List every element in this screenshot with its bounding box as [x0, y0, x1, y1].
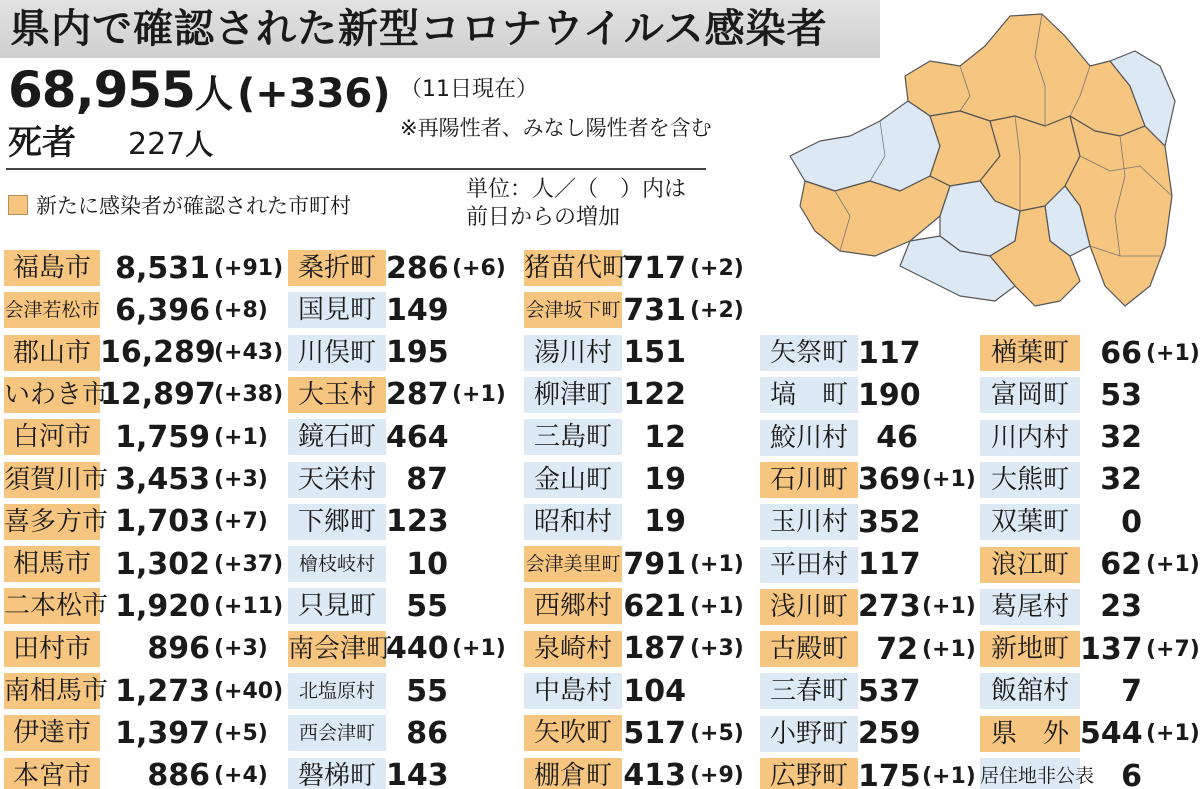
table-row: [980, 758, 1200, 789]
case-count: 3,453: [115, 462, 210, 497]
case-increase: (+6): [452, 255, 506, 281]
case-increase: (+1): [452, 636, 506, 662]
case-count: 6: [1121, 758, 1142, 789]
municipality-name: 只見町: [288, 588, 386, 624]
municipality-name: 田村市: [4, 631, 100, 667]
municipality-name: 川内村: [980, 420, 1080, 456]
municipality-name: 矢吹町: [524, 715, 622, 751]
municipality-name: 泉崎村: [524, 631, 622, 667]
case-count: 6,396: [115, 292, 210, 328]
table-row: [4, 588, 294, 624]
case-increase: (+5): [214, 720, 268, 746]
case-count: 259: [858, 716, 921, 752]
total-cases-increase: (+336): [236, 71, 391, 117]
case-count: 1,302: [115, 546, 210, 582]
case-count: 517: [623, 715, 686, 751]
case-count: 12,897: [100, 377, 216, 413]
case-count: 1,273: [115, 673, 210, 709]
table-row: [760, 716, 984, 752]
table-row: [760, 758, 984, 789]
table-row: [980, 377, 1200, 413]
table-row: [4, 631, 294, 667]
case-increase: (+7): [1146, 636, 1200, 662]
municipality-name: 北塩原村: [288, 673, 386, 709]
municipality-name: 柳津町: [524, 377, 622, 413]
case-count: 87: [406, 462, 448, 497]
table-row: [980, 335, 1200, 371]
case-increase: (+7): [214, 509, 268, 535]
case-count: 896: [147, 631, 210, 667]
table-row: [760, 504, 984, 540]
municipality-name: 三春町: [760, 673, 858, 709]
case-count: 1,703: [115, 504, 210, 540]
case-count: 55: [406, 588, 448, 624]
case-count: 886: [147, 758, 210, 789]
table-row: [288, 462, 518, 498]
table-row: [524, 631, 756, 667]
municipality-name: 会津若松市: [4, 292, 100, 328]
case-count: 791: [623, 546, 686, 582]
municipality-name: 鏡石町: [288, 419, 386, 455]
municipality-name: 福島市: [4, 250, 100, 286]
table-row: [524, 250, 756, 286]
table-row: [4, 292, 294, 328]
table-row: [980, 504, 1200, 540]
case-count: 286: [386, 250, 449, 286]
fukushima-prefecture-map: [780, 6, 1195, 316]
municipality-name: 県 外: [980, 716, 1080, 752]
case-count: 149: [386, 292, 449, 328]
unit-note-line1: 単位：人／（ ）内は: [466, 177, 687, 202]
table-row: [4, 504, 294, 540]
legend-swatch: [8, 195, 28, 215]
table-row: [288, 588, 518, 624]
table-row: [760, 377, 984, 413]
municipality-name: 大熊町: [980, 462, 1080, 498]
case-count: 122: [623, 377, 686, 413]
municipality-name: 会津美里町: [524, 546, 622, 582]
case-count: 187: [623, 631, 686, 667]
municipality-name: 檜枝岐村: [288, 546, 386, 582]
case-count: 190: [858, 377, 921, 413]
table-row: [524, 588, 756, 624]
municipality-name: 南相馬市: [4, 673, 100, 709]
case-count: 369: [858, 462, 921, 498]
municipality-name: 矢祭町: [760, 335, 858, 371]
unit-note: [466, 176, 686, 232]
municipality-name: 天栄村: [288, 462, 386, 498]
municipality-name: 川俣町: [288, 335, 386, 371]
unit-note-line2: 前日からの増加: [466, 205, 621, 230]
table-row: [980, 589, 1200, 625]
municipality-name: 塙 町: [760, 377, 858, 413]
municipality-name: 南会津町: [288, 631, 386, 667]
municipality-name: 飯舘村: [980, 673, 1080, 709]
case-increase: (+8): [214, 297, 268, 323]
case-increase: (+1): [922, 594, 976, 620]
case-increase: (+1): [690, 551, 744, 577]
table-row: [4, 715, 294, 751]
case-count: 123: [386, 504, 449, 540]
table-row: [524, 715, 756, 751]
case-increase: (+38): [214, 382, 284, 408]
case-increase: (+37): [214, 551, 284, 577]
case-count: 1,397: [115, 715, 210, 751]
municipality-name: 三島町: [524, 419, 622, 455]
case-count: 151: [623, 335, 686, 371]
table-row: [288, 504, 518, 540]
municipality-name: 西会津町: [288, 715, 386, 751]
case-count: 66: [1100, 335, 1142, 371]
case-count: 117: [858, 547, 921, 582]
municipality-name: 郡山市: [4, 335, 100, 371]
table-row: [980, 631, 1200, 667]
title-bar: [0, 0, 880, 58]
municipality-name: 下郷町: [288, 504, 386, 540]
table-row: [524, 504, 756, 540]
case-count: 19: [644, 504, 686, 540]
municipality-name: 楢葉町: [980, 335, 1080, 371]
case-count: 1,920: [115, 588, 210, 624]
case-count: 0: [1121, 504, 1142, 540]
case-increase: (+1): [1146, 340, 1200, 366]
table-row: [288, 292, 518, 328]
table-row: [4, 377, 294, 413]
case-increase: (+3): [214, 636, 268, 662]
case-increase: (+3): [214, 467, 268, 492]
table-row: [524, 462, 756, 498]
municipality-name: 古殿町: [760, 631, 858, 667]
municipality-name: 新地町: [980, 631, 1080, 667]
case-count: 7: [1121, 673, 1142, 709]
table-row: [288, 758, 518, 789]
case-increase: (+4): [214, 763, 268, 789]
total-cases-unit: 人: [194, 72, 233, 116]
table-row: [4, 419, 294, 455]
case-count: 464: [386, 419, 449, 455]
case-count: 537: [858, 673, 921, 709]
table-row: [980, 462, 1200, 498]
table-row: [760, 631, 984, 667]
footnote: ※再陽性者、みなし陽性者を含む: [400, 116, 712, 140]
table-row: [288, 419, 518, 455]
case-count: 717: [623, 250, 686, 286]
municipality-name: 棚倉町: [524, 758, 622, 789]
table-row: [524, 335, 756, 371]
municipality-name: 相馬市: [4, 546, 100, 582]
case-count: 16,289: [100, 335, 216, 371]
table-row: [524, 546, 756, 582]
table-row: [4, 673, 294, 709]
case-increase: (+2): [690, 255, 744, 281]
page-title: 県内で確認された新型コロナウイルス感染者: [10, 6, 828, 52]
municipality-name: 双葉町: [980, 504, 1080, 540]
municipality-name: 昭和村: [524, 504, 622, 540]
case-count: 55: [406, 673, 448, 709]
table-row: [760, 335, 984, 371]
case-count: 175: [858, 758, 921, 789]
case-count: 440: [386, 631, 449, 667]
municipality-name: 浪江町: [980, 547, 1080, 583]
municipality-name: 西郷村: [524, 588, 622, 624]
table-row: [288, 715, 518, 751]
municipality-name: 喜多方市: [4, 504, 100, 540]
municipality-name: 湯川村: [524, 335, 622, 371]
case-increase: (+1): [922, 467, 976, 493]
case-count: 10: [406, 546, 448, 582]
table-row: [288, 250, 518, 286]
municipality-name: 居住地非公表: [980, 758, 1080, 789]
case-count: 544: [1080, 716, 1143, 752]
deaths-label: 死者: [8, 123, 76, 163]
table-row: [760, 589, 984, 625]
case-count: 104: [623, 673, 686, 709]
case-increase: (+2): [690, 297, 744, 323]
case-count: 32: [1100, 420, 1142, 456]
case-increase: (+1): [922, 636, 976, 662]
table-row: [524, 292, 756, 328]
municipality-name: 広野町: [760, 758, 858, 789]
municipality-name: いわき市: [4, 377, 100, 413]
case-count: 1,759: [115, 419, 210, 455]
municipality-name: 浅川町: [760, 589, 858, 625]
municipality-name: 鮫川村: [760, 420, 858, 456]
municipality-name: 国見町: [288, 292, 386, 328]
table-row: [4, 462, 294, 498]
municipality-name: 磐梯町: [288, 758, 386, 789]
table-row: [524, 377, 756, 413]
case-increase: (+40): [214, 678, 284, 704]
municipality-name: 伊達市: [4, 715, 100, 751]
case-increase: (+5): [690, 720, 744, 746]
table-row: [4, 546, 294, 582]
municipality-name: 金山町: [524, 462, 622, 498]
municipality-name: 富岡町: [980, 377, 1080, 413]
case-increase: (+11): [214, 593, 284, 619]
municipality-name: 中島村: [524, 673, 622, 709]
case-count: 273: [858, 589, 921, 625]
case-increase: (+91): [214, 255, 284, 281]
municipality-name: 葛尾村: [980, 589, 1080, 625]
case-count: 137: [1080, 631, 1143, 667]
municipality-name: 大玉村: [288, 377, 386, 413]
legend: [8, 190, 351, 220]
case-count: 731: [623, 292, 686, 328]
as-of-date: （11日現在）: [400, 77, 538, 102]
case-increase: (+1): [922, 763, 976, 789]
table-row: [288, 546, 518, 582]
table-row: [288, 335, 518, 371]
case-count: 32: [1100, 462, 1142, 498]
table-row: [524, 758, 756, 789]
table-row: [980, 547, 1200, 583]
municipality-name: 須賀川市: [4, 462, 100, 498]
table-row: [4, 250, 294, 286]
case-increase: (+1): [690, 593, 744, 619]
map-region-aizu: [790, 101, 940, 191]
case-increase: (+43): [214, 340, 284, 366]
case-count: 23: [1100, 589, 1142, 625]
case-count: 12: [644, 419, 686, 455]
case-increase: (+1): [1146, 721, 1200, 747]
total-cases: [8, 62, 391, 118]
case-count: 62: [1100, 547, 1142, 582]
table-row: [288, 377, 518, 413]
divider: [6, 168, 706, 170]
table-row: [288, 673, 518, 709]
municipality-name: 玉川村: [760, 504, 858, 540]
municipality-name: 石川町: [760, 462, 858, 498]
total-cases-value: 68,955: [8, 61, 195, 119]
table-row: [4, 335, 294, 371]
case-count: 143: [386, 758, 449, 789]
table-row: [980, 420, 1200, 456]
table-row: [760, 547, 984, 583]
case-count: 117: [858, 335, 921, 371]
municipality-name: 小野町: [760, 716, 858, 752]
municipality-name: 本宮市: [4, 758, 100, 789]
table-row: [760, 420, 984, 456]
municipality-name: 猪苗代町: [524, 250, 622, 286]
deaths-unit: 人: [185, 128, 214, 161]
case-count: 621: [623, 588, 686, 624]
deaths: [8, 122, 213, 166]
case-count: 72: [876, 631, 918, 667]
municipality-name: 白河市: [4, 419, 100, 455]
case-increase: (+1): [452, 382, 506, 408]
case-count: 352: [858, 504, 921, 540]
municipality-name: 桑折町: [288, 250, 386, 286]
municipality-name: 会津坂下町: [524, 292, 622, 328]
case-count: 46: [876, 420, 918, 456]
case-increase: (+1): [214, 424, 268, 450]
table-row: [980, 716, 1200, 752]
legend-label: 新たに感染者が確認された市町村: [36, 194, 351, 218]
deaths-value: 227: [128, 127, 186, 162]
table-row: [4, 758, 294, 789]
case-count: 19: [644, 462, 686, 497]
table-row: [524, 419, 756, 455]
table-row: [288, 631, 518, 667]
case-increase: (+1): [1146, 552, 1200, 577]
table-row: [760, 462, 984, 498]
table-row: [980, 673, 1200, 709]
municipality-name: 平田村: [760, 547, 858, 583]
case-increase: (+9): [690, 763, 744, 789]
case-increase: (+3): [690, 636, 744, 662]
case-count: 195: [386, 335, 449, 371]
case-count: 287: [386, 377, 449, 413]
case-count: 53: [1100, 377, 1142, 413]
case-count: 86: [406, 715, 448, 751]
municipality-name: 二本松市: [4, 588, 100, 624]
table-row: [524, 673, 756, 709]
table-row: [760, 673, 984, 709]
case-count: 413: [623, 758, 686, 789]
case-count: 8,531: [115, 250, 210, 286]
